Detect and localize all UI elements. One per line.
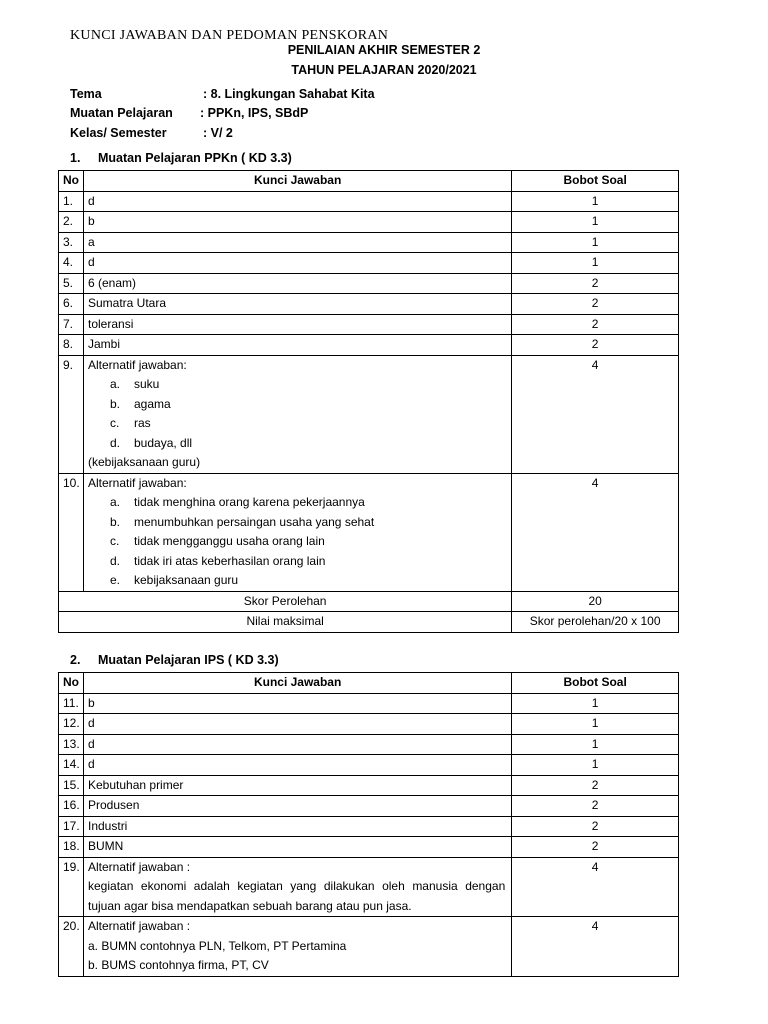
row-answer: b bbox=[84, 693, 512, 714]
list-text: tidak iri atas keberhasilan orang lain bbox=[134, 553, 326, 568]
row-bobot: 1 bbox=[512, 734, 679, 755]
row-bobot: 4 bbox=[512, 857, 679, 917]
table-row bbox=[59, 917, 679, 977]
row-no: 5. bbox=[59, 273, 84, 294]
row-answer: Sumatra Utara bbox=[84, 294, 512, 315]
row-answer bbox=[84, 355, 512, 473]
row-bobot: 2 bbox=[512, 775, 679, 796]
row-answer: Jambi bbox=[84, 335, 512, 356]
answer-list bbox=[88, 375, 507, 453]
row-no: 13. bbox=[59, 734, 84, 755]
row-bobot: 4 bbox=[512, 917, 679, 977]
ppkn-table-body bbox=[59, 191, 679, 355]
header-kunci: Kunci Jawaban bbox=[84, 673, 512, 694]
row-answer: d bbox=[84, 755, 512, 776]
table-header-row bbox=[59, 171, 679, 192]
row-answer: d bbox=[84, 734, 512, 755]
row-bobot: 1 bbox=[512, 693, 679, 714]
row-answer: a bbox=[84, 232, 512, 253]
row-no: 20. bbox=[59, 917, 84, 977]
ips-table-complex bbox=[59, 857, 679, 976]
table-row bbox=[59, 191, 679, 212]
row-no: 9. bbox=[59, 355, 84, 473]
row-bobot: 2 bbox=[512, 314, 679, 335]
row-bobot: 2 bbox=[512, 273, 679, 294]
row-answer: Industri bbox=[84, 816, 512, 837]
list-item bbox=[88, 414, 507, 434]
row-no: 3. bbox=[59, 232, 84, 253]
document-subtitle-semester: PENILAIAN AKHIR SEMESTER 2 bbox=[287, 43, 481, 57]
list-marker: d. bbox=[110, 435, 121, 450]
list-item bbox=[88, 552, 507, 572]
table-row bbox=[59, 273, 679, 294]
header-kunci: Kunci Jawaban bbox=[84, 171, 512, 192]
table-row bbox=[59, 857, 679, 917]
table-row bbox=[59, 253, 679, 274]
row-no: 14. bbox=[59, 755, 84, 776]
list-marker: b. bbox=[110, 514, 121, 529]
document-title: KUNCI JAWABAN DAN PEDOMAN PENSKORAN bbox=[70, 28, 389, 43]
meta-kelas bbox=[70, 126, 233, 140]
list-text: suku bbox=[134, 377, 160, 391]
row-answer bbox=[84, 917, 512, 977]
answer-line-b: b. BUMS contohnya firma, PT, CV bbox=[88, 958, 269, 972]
row-bobot: 2 bbox=[512, 294, 679, 315]
table-row bbox=[59, 755, 679, 776]
table-row bbox=[59, 796, 679, 817]
answer-intro: Alternatif jawaban : bbox=[88, 919, 191, 933]
row-no: 1. bbox=[59, 191, 84, 212]
row-bobot: 4 bbox=[512, 473, 679, 591]
meta-tema bbox=[70, 87, 375, 101]
row-no: 12. bbox=[59, 714, 84, 735]
row-answer: d bbox=[84, 714, 512, 735]
list-marker: c. bbox=[110, 534, 120, 548]
row-no: 2. bbox=[59, 212, 84, 233]
list-text: ras bbox=[134, 416, 151, 430]
ips-answer-table bbox=[58, 672, 679, 977]
table-row bbox=[59, 775, 679, 796]
max-row bbox=[59, 612, 679, 633]
header-bobot: Bobot Soal bbox=[512, 673, 679, 694]
row-answer: toleransi bbox=[84, 314, 512, 335]
list-text: agama bbox=[134, 396, 171, 411]
section-number: 2. bbox=[70, 653, 81, 667]
list-marker: e. bbox=[110, 573, 121, 587]
row-no: 18. bbox=[59, 837, 84, 858]
header-bobot: Bobot Soal bbox=[512, 171, 679, 192]
meta-muatan-value: : PPKn, IPS, SBdP bbox=[200, 106, 309, 120]
ppkn-answer-table bbox=[58, 170, 679, 633]
row-bobot: 2 bbox=[512, 837, 679, 858]
ppkn-table-complex bbox=[59, 355, 679, 632]
list-item bbox=[88, 395, 507, 415]
table-row bbox=[59, 355, 679, 473]
list-marker: d. bbox=[110, 553, 121, 568]
row-bobot: 1 bbox=[512, 714, 679, 735]
row-bobot: 4 bbox=[512, 355, 679, 473]
list-text: menumbuhkan persaingan usaha yang sehat bbox=[134, 514, 375, 529]
header-no: No bbox=[59, 673, 84, 694]
answer-note: (kebijaksanaan guru) bbox=[88, 455, 201, 469]
table-header-row bbox=[59, 673, 679, 694]
answer-line-a: a. BUMN contohnya PLN, Telkom, PT Pertamina bbox=[88, 938, 347, 953]
section-ips-heading bbox=[70, 653, 279, 667]
document-subtitle-year: TAHUN PELAJARAN 2020/2021 bbox=[291, 63, 477, 77]
table-row bbox=[59, 734, 679, 755]
nilai-maksimal-value: Skor perolehan/20 x 100 bbox=[512, 612, 679, 633]
table-row bbox=[59, 693, 679, 714]
row-no: 6. bbox=[59, 294, 84, 315]
row-answer bbox=[84, 857, 512, 917]
list-item bbox=[88, 571, 507, 591]
list-item bbox=[88, 493, 507, 513]
row-no: 4. bbox=[59, 253, 84, 274]
meta-kelas-label: Kelas/ Semester bbox=[70, 126, 167, 140]
list-item bbox=[88, 532, 507, 552]
list-marker: b. bbox=[110, 396, 121, 411]
table-row bbox=[59, 714, 679, 735]
table-row bbox=[59, 816, 679, 837]
row-no: 19. bbox=[59, 857, 84, 917]
row-no: 15. bbox=[59, 775, 84, 796]
table-row bbox=[59, 314, 679, 335]
row-bobot: 1 bbox=[512, 212, 679, 233]
table-row bbox=[59, 473, 679, 591]
list-marker: a. bbox=[110, 495, 121, 509]
section-title: Muatan Pelajaran PPKn ( KD 3.3) bbox=[98, 151, 292, 165]
row-no: 10. bbox=[59, 473, 84, 591]
table-row bbox=[59, 837, 679, 858]
answer-text: kegiatan ekonomi adalah kegiatan yang dilakukan oleh manusia dengan tujuan agar bisa mendapatkan sebuah barang atau pun jasa. bbox=[88, 879, 506, 913]
row-answer: BUMN bbox=[84, 837, 512, 858]
list-marker: a. bbox=[110, 377, 121, 391]
row-bobot: 2 bbox=[512, 335, 679, 356]
list-item bbox=[88, 375, 507, 395]
row-no: 16. bbox=[59, 796, 84, 817]
row-no: 11. bbox=[59, 693, 84, 714]
meta-muatan bbox=[70, 106, 308, 120]
list-text: kebijaksanaan guru bbox=[134, 573, 239, 587]
meta-kelas-value: : V/ 2 bbox=[203, 126, 233, 140]
nilai-maksimal-label: Nilai maksimal bbox=[59, 612, 512, 633]
row-bobot: 1 bbox=[512, 755, 679, 776]
list-text: tidak menghina orang karena pekerjaannya bbox=[134, 495, 365, 509]
section-title: Muatan Pelajaran IPS ( KD 3.3) bbox=[98, 653, 279, 667]
row-answer: Kebutuhan primer bbox=[84, 775, 512, 796]
row-answer: Produsen bbox=[84, 796, 512, 817]
skor-perolehan-value: 20 bbox=[512, 591, 679, 612]
row-answer: d bbox=[84, 253, 512, 274]
row-bobot: 1 bbox=[512, 253, 679, 274]
meta-muatan-label: Muatan Pelajaran bbox=[70, 106, 173, 120]
skor-perolehan-label: Skor Perolehan bbox=[59, 591, 512, 612]
list-text: budaya, dll bbox=[134, 435, 193, 450]
row-bobot: 2 bbox=[512, 816, 679, 837]
row-no: 17. bbox=[59, 816, 84, 837]
table-row bbox=[59, 335, 679, 356]
section-number: 1. bbox=[70, 151, 81, 165]
row-answer: d bbox=[84, 191, 512, 212]
header-no: No bbox=[59, 171, 84, 192]
answer-list bbox=[88, 493, 507, 591]
row-bobot: 2 bbox=[512, 796, 679, 817]
row-bobot: 1 bbox=[512, 232, 679, 253]
answer-intro: Alternatif jawaban: bbox=[88, 475, 187, 490]
row-no: 8. bbox=[59, 335, 84, 356]
meta-tema-value: : 8. Lingkungan Sahabat Kita bbox=[203, 87, 375, 101]
row-no: 7. bbox=[59, 314, 84, 335]
row-answer: 6 (enam) bbox=[84, 273, 512, 294]
score-row bbox=[59, 591, 679, 612]
row-answer bbox=[84, 473, 512, 591]
meta-tema-label: Tema bbox=[70, 87, 102, 101]
list-marker: c. bbox=[110, 416, 120, 430]
answer-intro: Alternatif jawaban : bbox=[88, 859, 191, 874]
section-ppkn-heading bbox=[70, 151, 292, 165]
table-row bbox=[59, 294, 679, 315]
table-row bbox=[59, 232, 679, 253]
row-bobot: 1 bbox=[512, 191, 679, 212]
answer-intro: Alternatif jawaban: bbox=[88, 357, 187, 372]
list-item bbox=[88, 434, 507, 454]
table-row bbox=[59, 212, 679, 233]
ips-table-body bbox=[59, 693, 679, 857]
list-item bbox=[88, 513, 507, 533]
list-text: tidak mengganggu usaha orang lain bbox=[134, 534, 325, 548]
row-answer: b bbox=[84, 212, 512, 233]
